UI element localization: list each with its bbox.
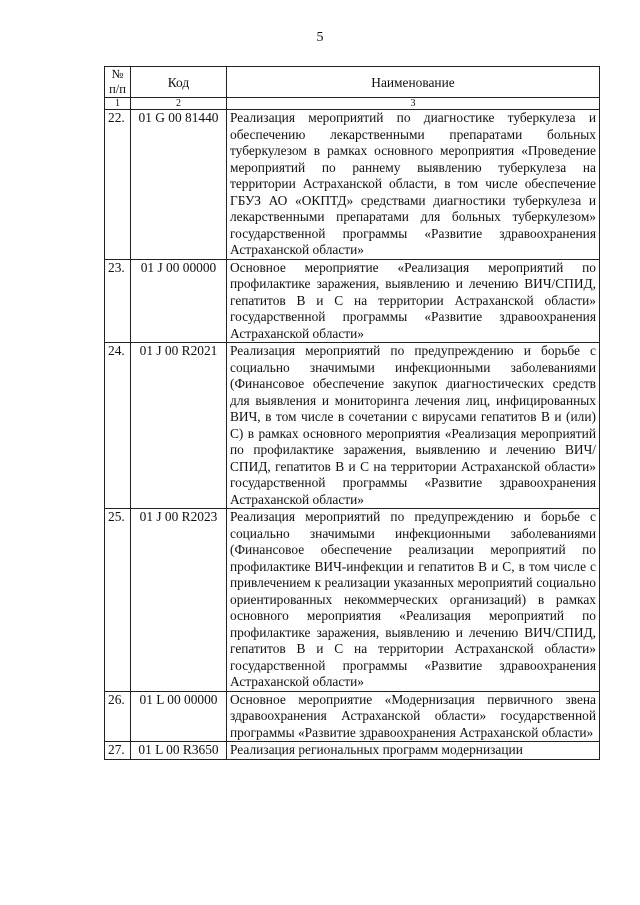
- column-number-row: [105, 98, 600, 110]
- row-code: 01 L 00 R3650: [131, 742, 227, 760]
- table-row: [105, 259, 600, 343]
- row-number: 23.: [105, 259, 131, 343]
- header-number: № п/п: [105, 67, 131, 98]
- column-number: 3: [227, 98, 600, 110]
- row-number: 24.: [105, 343, 131, 509]
- table-row: [105, 343, 600, 509]
- row-code: 01 G 00 81440: [131, 110, 227, 260]
- budget-code-table: [104, 66, 600, 760]
- row-code: 01 J 00 00000: [131, 259, 227, 343]
- row-name: [227, 742, 600, 760]
- row-number: 22.: [105, 110, 131, 260]
- table-row: [105, 110, 600, 260]
- header-name: Наименование: [227, 67, 600, 98]
- header-code: Код: [131, 67, 227, 98]
- table-row: [105, 691, 600, 742]
- row-name: Реализация мероприятий по диагностике туберкулеза и обеспечению лекарственными препаратами больных туберкулезом в рамках основного мероприятия «Проведение мероприятий по раннему выявлению туберкулеза на территории Астраханской области, в том числе обеспечение ГБУЗ АО «ОКПТД» средствами диагностики туберкулеза и лекарственными препаратами для больных туберкулезом» государственной программы «Развитие здравоохранения Астраханской области»: [227, 110, 600, 260]
- table-row: [105, 509, 600, 692]
- row-code: 01 L 00 00000: [131, 691, 227, 742]
- column-number: 1: [105, 98, 131, 110]
- table-row: [105, 742, 600, 760]
- column-number: 2: [131, 98, 227, 110]
- row-name: Реализация мероприятий по предупреждению и борьбе с социально значимыми инфекционными заболеваниями (Финансовое обеспечение закупок диагностических средств для выявления и мониторинга лечения лиц, инфицированных ВИЧ, в том числе в сочетании с вирусами гепатитов В и (или) С) в рамках основного мероприятия «Реализация мероприятий по профилактике заражения, выявлению и лечению ВИЧ/СПИД, гепатитов В и С на территории Астраханской области» государственной программы «Развитие здравоохранения Астраханской области»: [227, 343, 600, 509]
- row-number: 25.: [105, 509, 131, 692]
- page-number: 5: [316, 30, 324, 45]
- row-name: Основное мероприятие «Реализация мероприятий по профилактике заражения, выявлению и лечению ВИЧ/СПИД, гепатитов В и С на территории Астраханской области» государственной программы «Развитие здравоохранения Астраханской области»: [227, 259, 600, 343]
- row-code: 01 J 00 R2021: [131, 343, 227, 509]
- row-number: 26.: [105, 691, 131, 742]
- row-code: 01 J 00 R2023: [131, 509, 227, 692]
- table-header-row: [105, 67, 600, 98]
- row-name: Основное мероприятие «Модернизация первичного звена здравоохранения Астраханской области» государственной программы «Развитие здравоохранения Астраханской области»: [227, 691, 600, 742]
- row-name: Реализация мероприятий по предупреждению и борьбе с социально значимыми инфекционными заболеваниями (Финансовое обеспечение реализации мероприятий по профилактике ВИЧ-инфекции и гепатитов В и С, в том числе с привлечением к реализации указанных мероприятий социально ориентированных некоммерческих организаций) в рамках основного мероприятия «Реализация мероприятий по профилактике заражения, выявлению и лечению ВИЧ/СПИД, гепатитов В и С на территории Астраханской области» государственной программы «Развитие здравоохранения Астраханской области»: [227, 509, 600, 692]
- row-number: 27.: [105, 742, 131, 760]
- row-name-text: Реализация региональных программ модернизации: [230, 742, 523, 757]
